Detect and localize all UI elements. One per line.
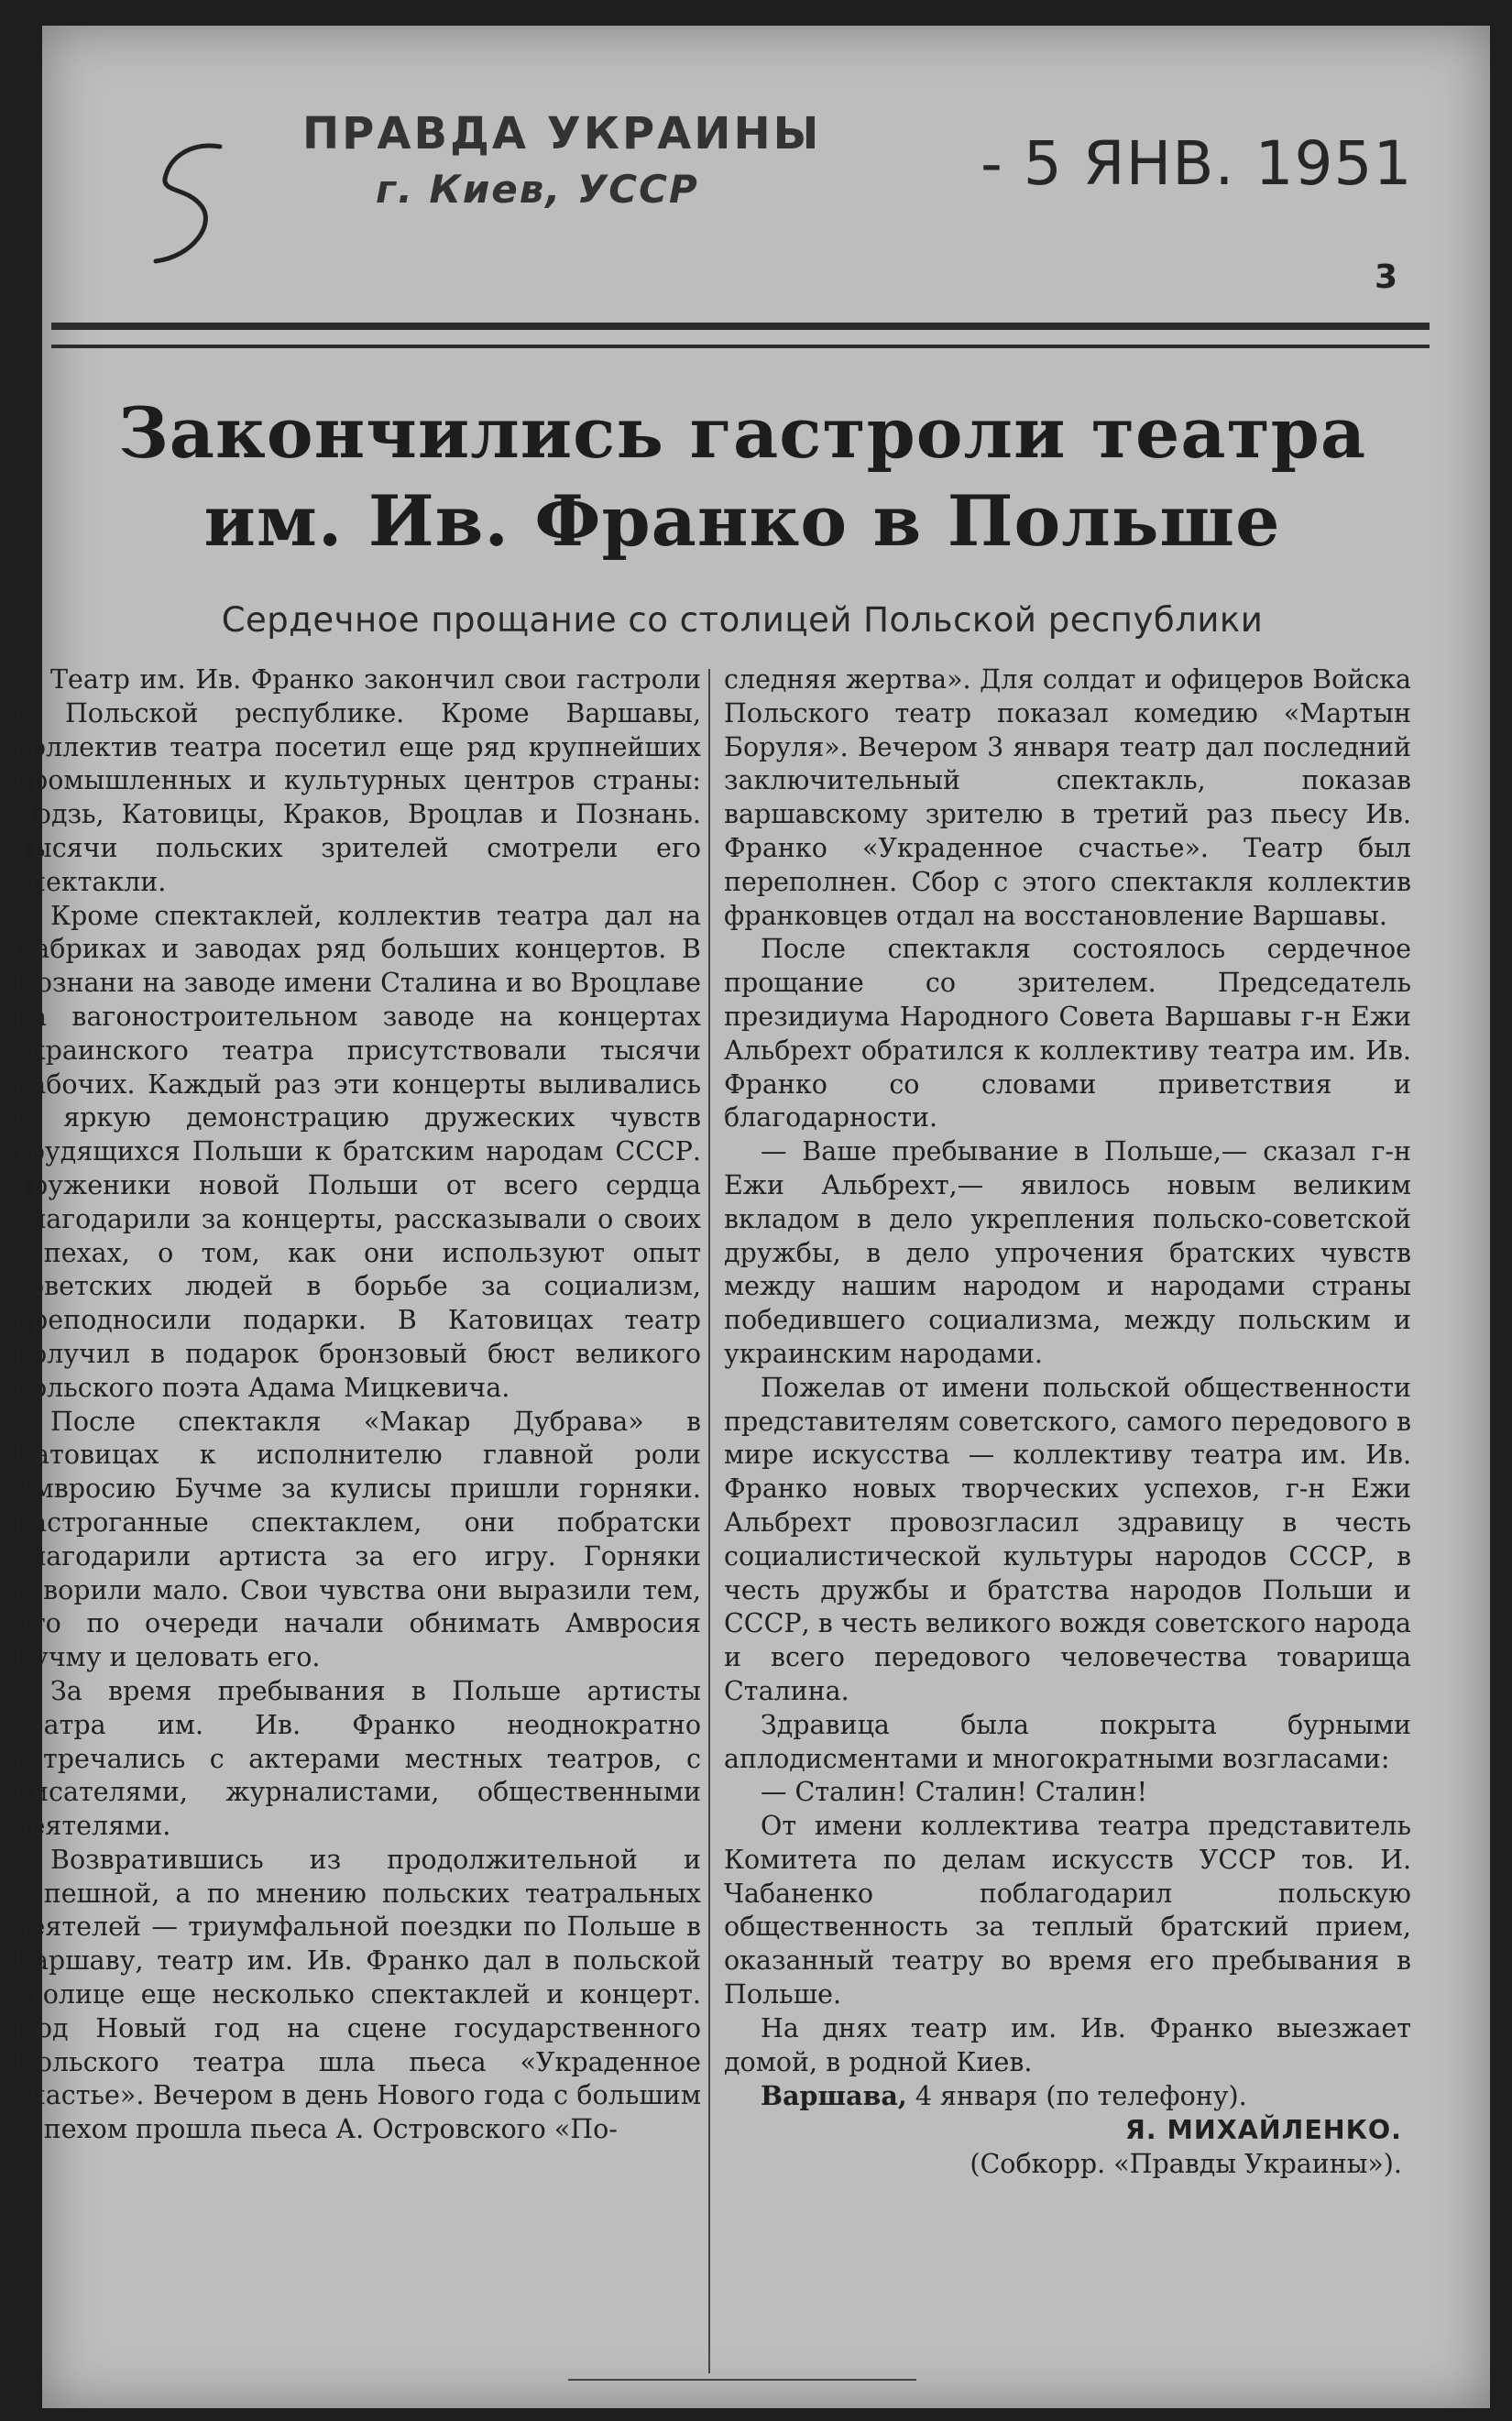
paragraph: После спектакля состоялось сердечное прощание со зрителем. Председатель президиума Народного Совета Варшавы г-н Ежи Альбрехт обратился к коллективу театра им. Ив. Франко со словами приветствия и благодарности.	[724, 934, 1411, 1134]
article-headline	[55, 389, 1430, 565]
headline-line-1: Закончились гастроли театра	[117, 392, 1367, 474]
header-rule-thin	[51, 345, 1430, 348]
handwritten-mark-text: 5	[137, 137, 138, 138]
dateline-city: Варшава,	[761, 2080, 907, 2112]
paragraph: Кроме спектаклей, коллектив театра дал на фабриках и заводах ряд больших концертов. В Познани на заводе имени Сталина и во Вроцлаве на вагоностроительном заводе на концертах украинского театра присутствовали тысячи рабочих. Каждый раз эти концерты выливались в яркую демонстрацию дружеских чувств трудящихся Польши к братским народам СССР. Труженики новой Польши от всего сердца благодарили за концерты, рассказывали о своих успехах, о том, как они используют опыт советских людей в борьбе за социализм, преподносили подарки. В Катовицах театр получил в подарок бронзовый бюст великого польского поэта Адама Мицкевича.	[14, 900, 701, 1403]
paragraph: Здравица была покрыта бурными аплодисментами и многократными возгласами:	[724, 1709, 1411, 1774]
article-subheadline: Сердечное прощание со столицей Польской республики	[221, 600, 1264, 640]
newspaper-place: г. Киев, УССР	[376, 167, 699, 212]
headline-line-2: им. Ив. Франко в Польше	[203, 480, 1281, 562]
author-signature: Я. МИХАЙЛЕНКО.	[1124, 2115, 1402, 2146]
newspaper-name: ПРАВДА УКРАИНЫ	[302, 108, 822, 159]
paragraph: — Сталин! Сталин! Сталин!	[761, 1777, 1148, 1808]
paragraph: От имени коллектива театра представитель Комитета по делам искусств УССР тов. И. Чабаненко поблагодарил польскую общественность за теплый братский прием, оказанный театру во время его пребывания в Польше.	[724, 1811, 1411, 2010]
paragraph: Пожелав от имени польской общественности представителям советского, самого передового в мире искусства — коллективу театра им. Ив. Франко новых творческих успехов, г-н Ежи Альбрехт провозгласил здравицу в честь социалистической культуры народов СССР, в честь дружбы и братства народов Польши и СССР, в честь великого вождя советского народа и всего передового человечества товарища Сталина.	[724, 1372, 1411, 1706]
article-column-left	[14, 663, 701, 2147]
column-divider	[708, 669, 710, 2373]
author-title: (Собкорр. «Правды Украины»).	[970, 2149, 1402, 2180]
paragraph: Возвратившись из продолжительной и успешной, а по мнению польских театральных деятелей — триумфальной поездки по Польше в Варшаву, театр им. Ив. Франко дал в польской столице еще несколько спектаклей и концерт. Под Новый год на сцене государственного Польского театра шла пьеса «Украденное счастье». Вечером в день Нового года с большим успехом прошла пьеса А. Островского «По-	[14, 1844, 701, 2145]
paragraph: Театр им. Ив. Франко закончил свои гастроли в Польской республике. Кроме Варшавы, коллектив театра посетил еще ряд крупнейших промышленных и культурных центров страны: Лодзь, Катовицы, Краков, Вроцлав и Познань. Тысячи польских зрителей смотрели его спектакли.	[14, 664, 701, 897]
footer-rule	[568, 2379, 916, 2381]
dateline-rest: 4 января (по телефону).	[915, 2081, 1247, 2112]
page-number: 3	[1375, 258, 1398, 296]
header-rule-thick	[51, 323, 1430, 330]
paragraph: За время пребывания в Польше артисты театра им. Ив. Франко неоднократно встречались с актерами местных театров, с писателями, журналистами, общественными деятелями.	[14, 1675, 701, 1842]
paragraph: — Ваше пребывание в Польше,— сказал г-н Ежи Альбрехт,— явилось новым великим вкладом в дело укрепления польско-советской дружбы, в дело упрочения братских чувств между нашим народом и народами страны победившего социализма, между польским и украинским народами.	[724, 1136, 1411, 1369]
paragraph: На днях театр им. Ив. Франко выезжает домой, в родной Киев.	[724, 2012, 1411, 2077]
dateline	[724, 2079, 1411, 2114]
paragraph: После спектакля «Макар Дубрава» в Катовицах к исполнителю главной роли Амвросию Бучме за кулисы пришли горняки. Растроганные спектаклем, они побратски благодарили артиста за его игру. Горняки говорили мало. Свои чувства они выразили тем, что по очереди начали обнимать Амвросия Бучму и целовать его.	[14, 1406, 701, 1673]
article-column-right	[724, 663, 1411, 2182]
date-stamp: - 5 ЯНВ. 1951	[981, 128, 1413, 199]
paragraph: следняя жертва». Для солдат и офицеров Войска Польского театр показал комедию «Мартын Боруля». Вечером 3 января театр дал последний заключительный спектакль, показав варшавскому зрителю в третий раз пьесу Ив. Франко «Украденное счастье». Театр был переполнен. Сбор с этого спектакля коллектив франковцев отдал на восстановление Варшавы.	[724, 664, 1411, 931]
handwritten-mark	[137, 137, 238, 275]
